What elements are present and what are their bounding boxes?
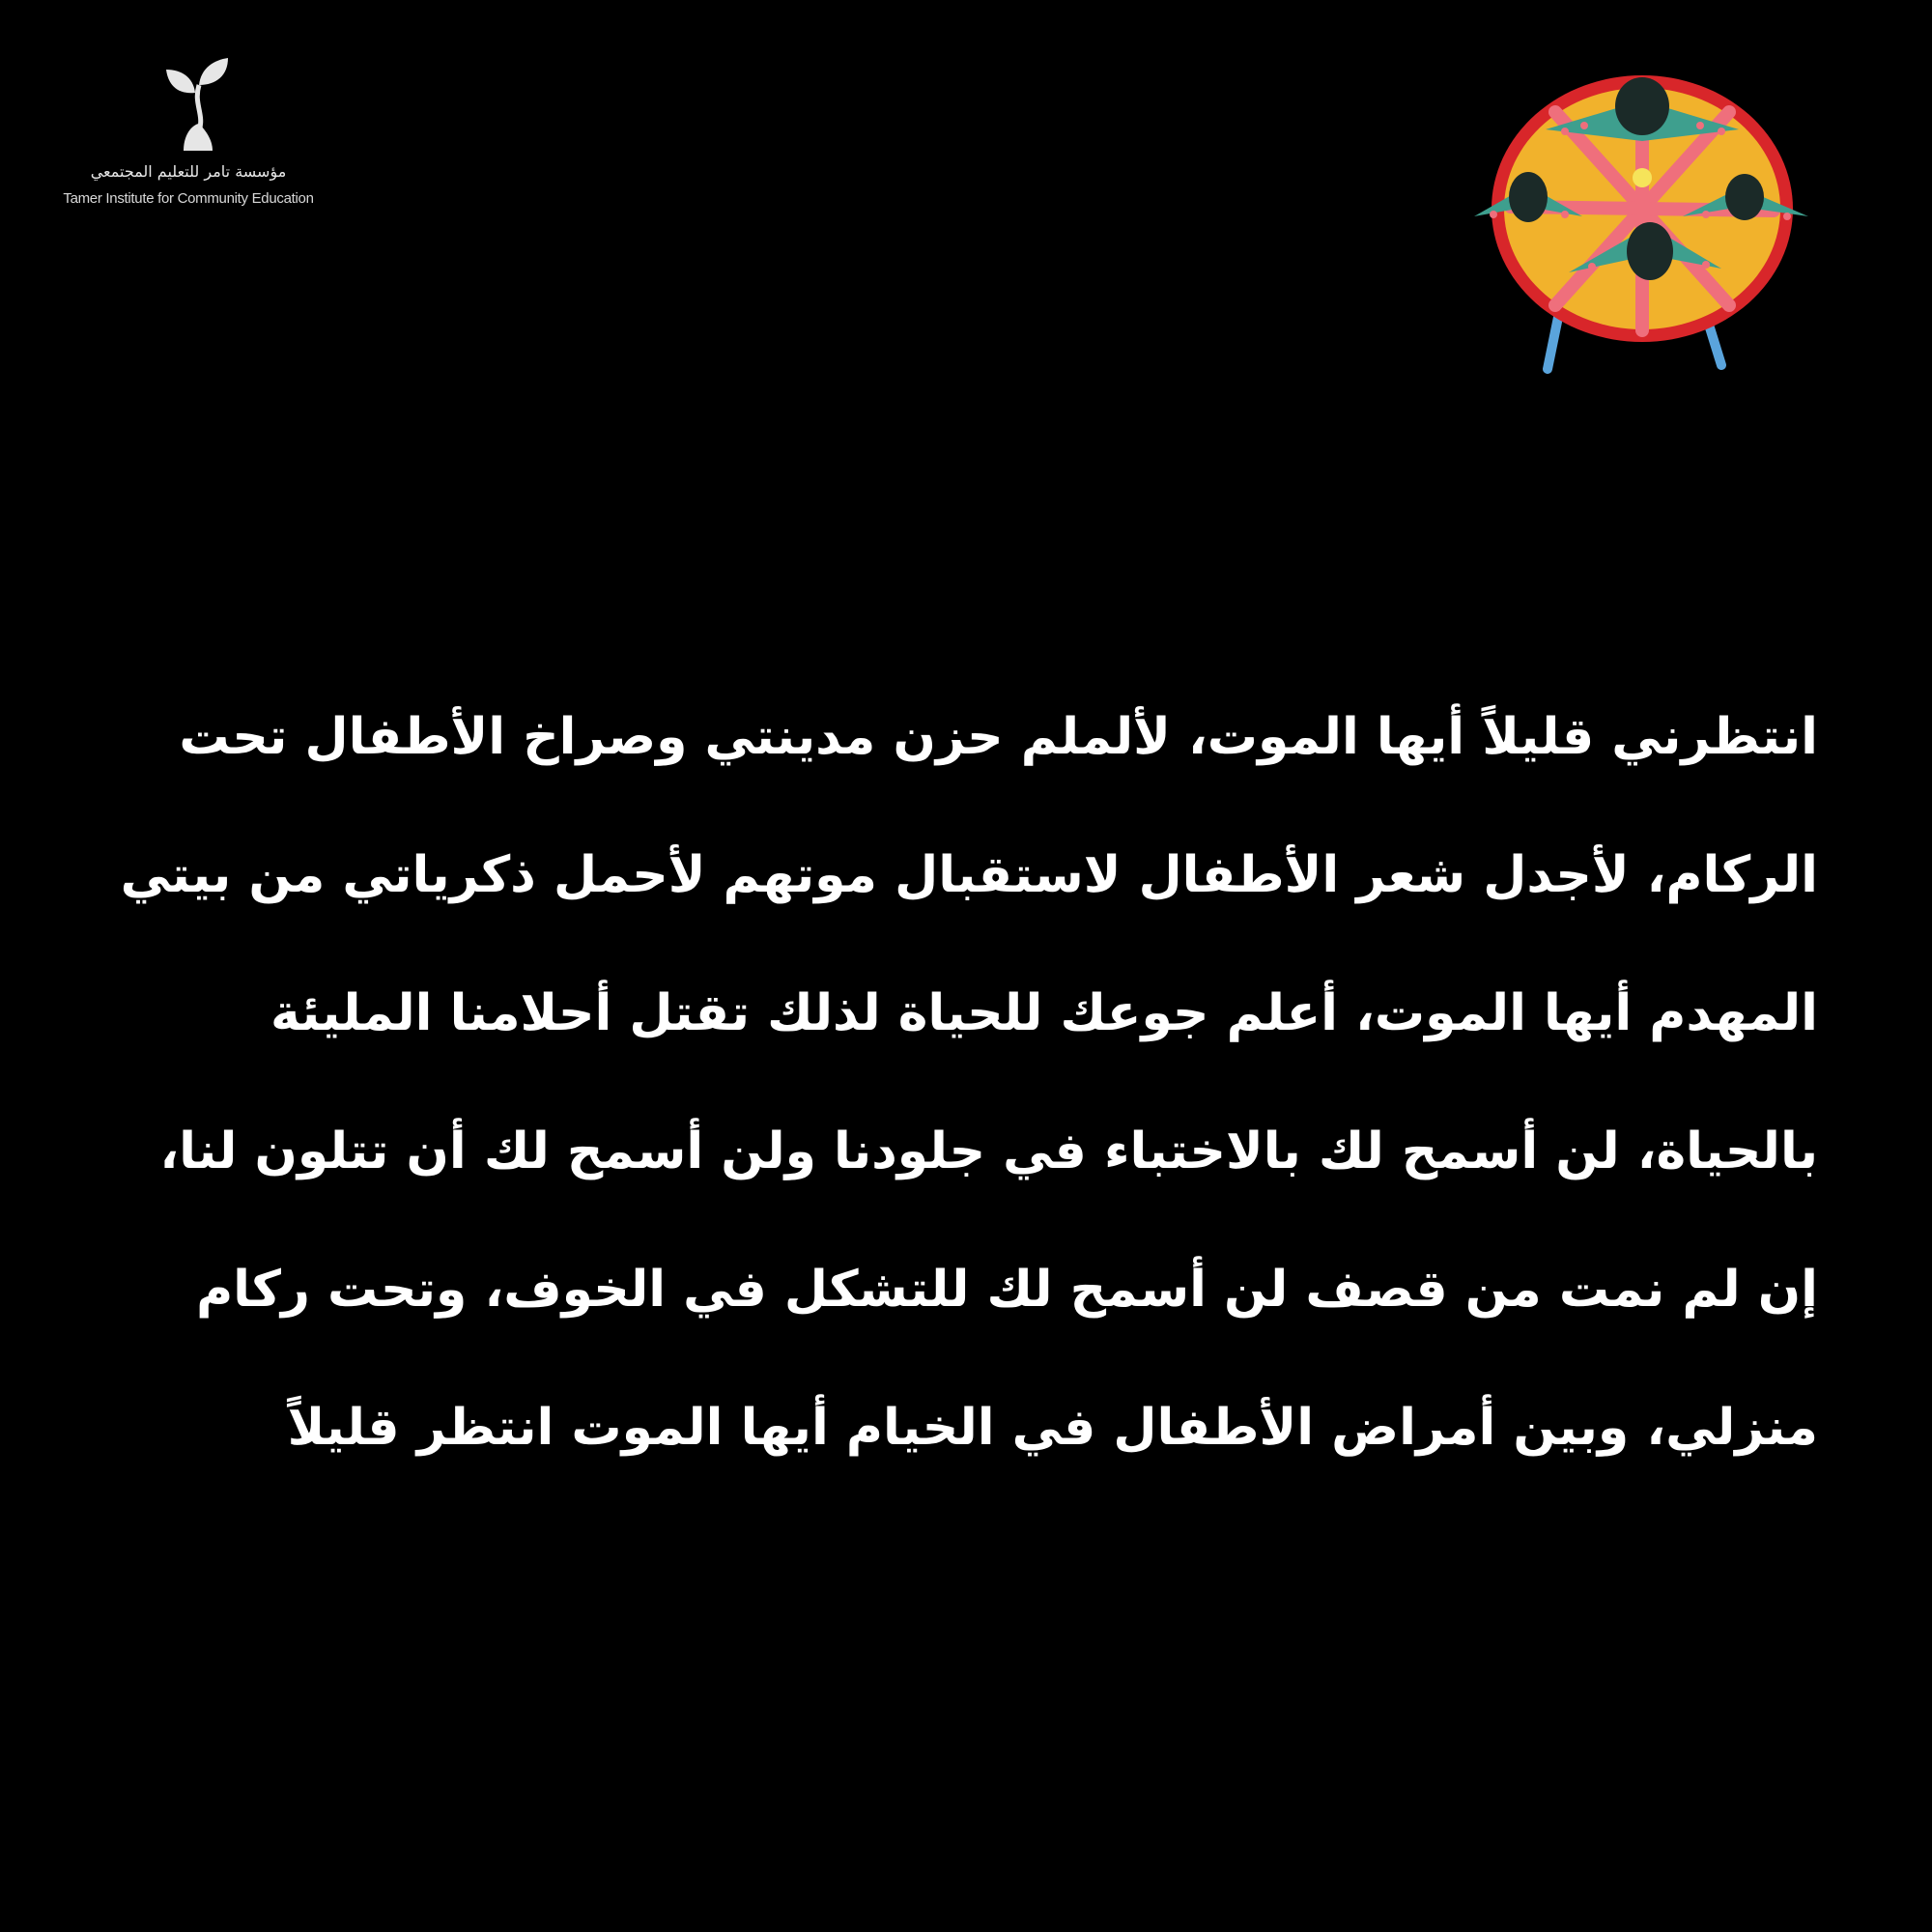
logo-english-name: Tamer Institute for Community Education (63, 190, 314, 207)
poem-line: الركام، لأجدل شعر الأطفال لاستقبال موتهم لأحمل ذكرياتي من بيتي (120, 846, 1818, 904)
logo-arabic-name: مؤسسة تامر للتعليم المجتمعي (90, 162, 287, 181)
ferris-wheel-illustration-icon (1468, 62, 1818, 381)
poem-line: بالحياة، لن أسمح لك بالاختباء في جلودنا ولن أسمح لك أن تتلون لنا، (159, 1122, 1818, 1180)
sprout-logo-icon (145, 56, 251, 162)
tamer-institute-logo (58, 56, 319, 220)
poem-line: إن لم نمت من قصف لن أسمح لك للتشكل في الخوف، وتحت ركام (196, 1261, 1818, 1319)
poem-line: منزلي، وبين أمراض الأطفال في الخيام أيها الموت انتظر قليلاً (287, 1399, 1818, 1457)
poem-line: المهدم أيها الموت، أعلم جوعك للحياة لذلك تقتل أحلامنا المليئة (270, 984, 1818, 1042)
poem-line: انتظرني قليلاً أيها الموت، لألملم حزن مدينتي وصراخ الأطفال تحت (179, 708, 1818, 766)
poem-text (58, 668, 1818, 1497)
